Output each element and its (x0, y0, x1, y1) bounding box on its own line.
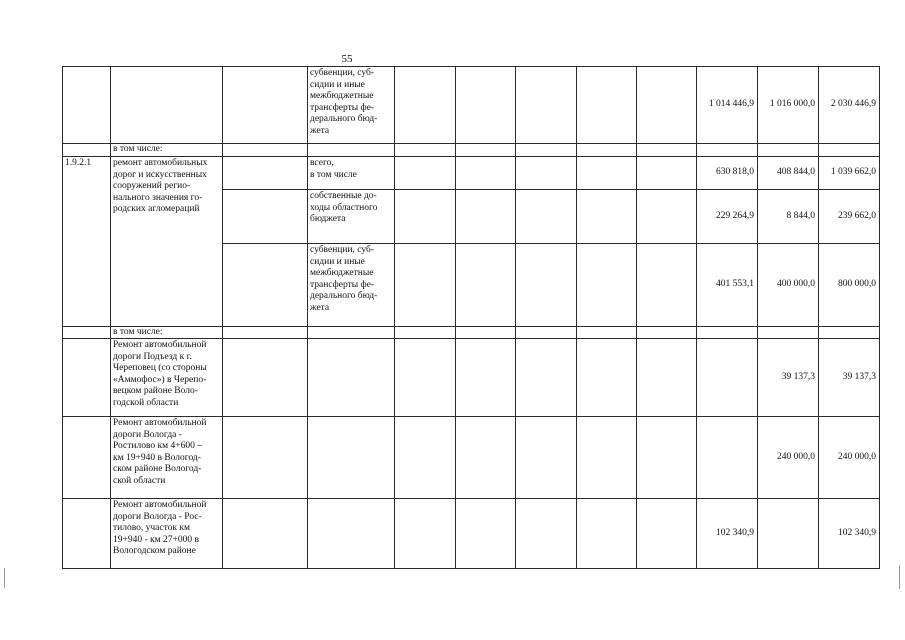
row-rule (62, 498, 879, 499)
value-cell: 102 340,9 (716, 527, 754, 538)
funding-source-cell: субвенции, суб- сидии и иные межбюджетные трансферты фе- дерального бюд- жета (310, 245, 378, 313)
subheader-cell: в том числе: (113, 327, 163, 337)
row-rule (222, 243, 879, 244)
row-rule (222, 189, 879, 190)
budget-table (62, 66, 879, 568)
item-name-cell: Ремонт автомобильной дороги Подъезд к г. Череповец (со стороны «Аммофос») в Черепо- вецком районе Воло- годской области (113, 340, 207, 408)
page-number: 55 (341, 53, 353, 65)
value-cell: 39 137,3 (781, 371, 815, 382)
value-cell: 1 016 000,0 (769, 99, 815, 110)
value-cell (699, 418, 754, 497)
scan-edge-mark-left (4, 568, 5, 588)
value-cell (760, 500, 815, 567)
column-rule (515, 66, 516, 569)
value-cell: 239 662,0 (838, 210, 876, 221)
column-rule (818, 66, 819, 569)
value-cell: 401 553,1 (716, 279, 754, 290)
column-rule (636, 66, 637, 569)
funding-source-cell: всего, в том числе (310, 158, 357, 180)
subheader-cell: в том числе: (113, 144, 163, 154)
value-cell: 2 030 446,9 (830, 99, 876, 110)
column-rule (576, 66, 577, 569)
value-cell: 8 844,0 (786, 210, 815, 221)
column-rule (307, 66, 308, 569)
funding-source-cell: субвенции, суб- сидии и иные межбюджетные трансферты фе- дерального бюд- жета (310, 68, 378, 136)
value-cell: 39 137,3 (842, 371, 876, 382)
value-cell: 1 014 446,9 (708, 99, 754, 110)
value-cell: 408 844,0 (777, 167, 815, 178)
column-rule (394, 66, 395, 569)
value-cell: 1 039 662,0 (830, 167, 876, 178)
value-cell: 630 818,0 (716, 167, 754, 178)
column-rule (110, 66, 111, 569)
value-cell: 240 000,0 (838, 451, 876, 462)
item-code-cell: 1.9.2.1 (65, 158, 92, 168)
row-rule (62, 416, 879, 417)
row-rule (62, 156, 879, 157)
value-cell: 229 264,9 (716, 210, 754, 221)
funding-source-cell: собственные до- ходы областного бюджета (310, 191, 378, 225)
column-rule (62, 66, 63, 569)
column-rule (696, 66, 697, 569)
value-cell: 800 000,0 (838, 279, 876, 290)
item-name-cell: ремонт автомобильных дорог и искусственных сооружений регио- нального значения го- родских агломераций (113, 158, 208, 215)
value-cell (699, 340, 754, 415)
value-cell: 240 000,0 (777, 451, 815, 462)
value-cell: 102 340,9 (838, 527, 876, 538)
column-rule (757, 66, 758, 569)
value-cell: 400 000,0 (777, 279, 815, 290)
column-rule (879, 66, 880, 569)
row-rule (62, 338, 879, 339)
column-rule (455, 66, 456, 569)
scan-edge-mark-right (899, 565, 900, 589)
item-name-cell: Ремонт автомобильной дороги Вологда - Рос- тилово, участок км 19+940 - км 27+000 в Вологодском районе (113, 500, 207, 557)
item-name-cell: Ремонт автомобильной дороги Вологда - Ростилово км 4+600 – км 19+940 в Вологод- ском районе Вологод- ской области (113, 418, 207, 486)
